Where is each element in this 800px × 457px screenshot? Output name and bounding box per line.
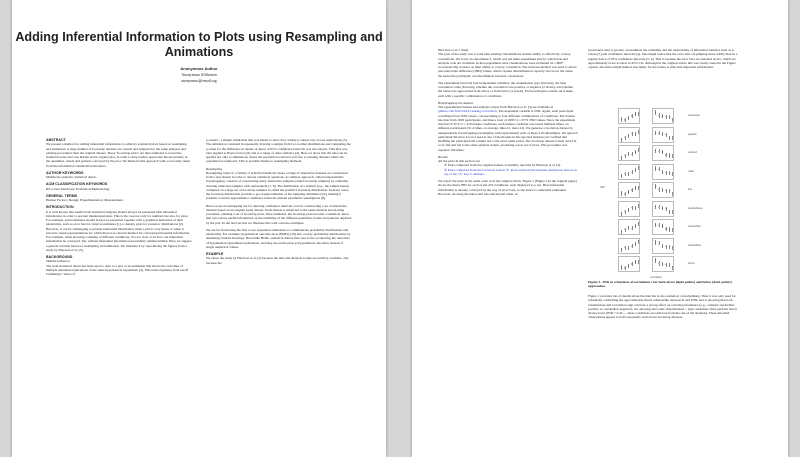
data-point — [669, 247, 670, 248]
figure-panel — [652, 219, 674, 235]
results-bullet-1: ① Plots computed from the original dataset, as initially reported by Harrison et al. [3]. — [444, 163, 562, 168]
author-email: anonymous@email.org — [181, 79, 217, 83]
abstract-heading: ABSTRACT — [46, 138, 66, 142]
general-terms-heading: GENERAL TERMS — [46, 193, 78, 198]
github-link[interactable]: github.com/TuftsVALT/ranking-correlation — [438, 109, 497, 114]
data-point — [631, 263, 632, 264]
results-intro: All the plots in this section are: — [438, 159, 481, 163]
data-point — [672, 120, 673, 121]
example-text: We chose the study by Harrison et al. [3] because the data and analysis scripts are publicly available, and because the — [206, 256, 349, 265]
data-point — [672, 156, 673, 157]
data-point — [638, 150, 639, 151]
data-point — [658, 151, 659, 152]
bootstrapping-text-b: . The dependent variable is JND. Again, each participant contributed four JND values, corresponding to four different combinations of conditions. The dataset has data from 1693 participants, and thus a total of 1693×4 = 6772 JND values. Since the experiment involves 9×6×2×2 = 216 unique conditions, each unique condition was tested multiple times, on different participants (31.4 times on average, min=21, max=41). We generate a bootstrap dataset by independently bootstrapping (resampling with replacement) each of these 216 subsamples. We ignored participant ID since it is not used in any of the models in the reported analysis (we verified that shuffling the participant ID column led to the exact same plots). The bootstrap dataset is then saved in a csv file and fed to the same analysis scripts, producing a new set of plots. This procedure was repeated 100 times. — [438, 109, 578, 152]
data-point — [631, 172, 632, 173]
data-point — [631, 154, 632, 155]
data-point — [631, 189, 632, 190]
results-heading: Results — [438, 154, 448, 159]
resampling-text-2: Here we use bootstrapping not for deriving confidence intervals, but for constructing a set of alternative datasets based on an original (real) dataset. Each dataset is subjected to the same analysis and plotting procedure, yielding a set of bootstrap plots. Once animated, the bootstrap plots become a statistical dance that can convey useful information on the reliability of the different quantities, trends and patterns depicted by the plot. In the next section we illustrate this with concrete examples. — [206, 203, 352, 225]
figure-row-label: stackedbar — [688, 225, 701, 228]
introduction-heading: INTRODUCTION — [46, 205, 74, 210]
study-goal-text: The goal of the study was to rank nine existing visualizations in their ability to effectively convey correlations. We focus on experiment 2, which was the main experiment and for which data and analysis code are available. In that experiment, nine visualizations were evaluated on 1,600+ crowdsourcing workers on their ability to convey correlation. The staircase method was used to derive just-noticeable difference (JND) values, which capture discrimination capacity: the lower the value, the better the participant can discriminate between correlations. — [438, 52, 577, 78]
statistical-dances-text: The term statistical dance has been used to refer to a plot or an animation that shows the outcomes of multiple simulated replications of the same hypothetical experiment [4]. This term originates from Geoff Cumming's "dance of — [46, 263, 189, 276]
data-point — [638, 168, 639, 169]
figure-row-label: parallel — [688, 132, 697, 136]
data-point — [662, 116, 663, 117]
data-point — [662, 134, 663, 135]
data-point — [631, 115, 632, 116]
paper-page-1 — [12, 0, 386, 457]
data-point — [669, 173, 670, 174]
figure-panel — [618, 201, 640, 217]
report-text: We report the plots in the same order as in the original article. Figure 1 (Figure 4 in the original paper) shows the mean JND for each of the 216 conditions, each displayed as a dot. Here inferential information is already conveyed by the way of error bars, so the dance is somewhat redundant. However, showing the dance still has educational value, as — [438, 179, 577, 196]
data-point — [631, 228, 632, 229]
resampling-text: Resampling refers to a family of statistical methods where a range of alternative datasets are constructed from a real dataset in order to answer statistical questions. A common approach, called nonparametric bootstrapping, consists of constructing many alternative samples (called bootstrap samples) by randomly drawing same-size samples with replacement [7, 8]. The distribution of a statistic (e.g., the sample mean) computed on a large set of bootstrap samples is called the statistic's bootstrap distribution. In many cases, the bootstrap distribution provides a good approximation of the sampling distribution [9], making it possible to derive approximate confidence intervals without parametric assumptions [8]. — [206, 170, 349, 201]
data-point — [658, 263, 659, 264]
jnd-correlation-figure — [600, 106, 732, 279]
figure-panel — [652, 164, 674, 180]
data-point — [665, 154, 666, 155]
resampling-text-3: We are far from being the first to use sequential animations to communicate probability distributions and uncertainty. For example, hypothetical outcome plots (HOPs) [10] also convey probability distributions by animating random drawings. But unlike HOPs, statistical dances like ours focus on showing the outcomes of hypothetical experiment replications, and they use entire plots as hypothetical outcomes instead of single numerical values. — [206, 227, 351, 249]
figure-panel — [652, 201, 674, 217]
data-point — [628, 117, 629, 118]
bootstrapping-heading: Bootstrapping the dataset — [438, 100, 474, 105]
data-point — [672, 212, 673, 213]
author-affiliation: Anonymous Affiliation — [181, 73, 217, 77]
data-point — [672, 138, 673, 139]
running-head: Harrison et al.'s Study — [438, 48, 469, 52]
data-point — [624, 267, 625, 268]
data-point — [658, 115, 659, 116]
data-point — [662, 190, 663, 191]
figure-panel — [618, 219, 640, 235]
data-point — [635, 208, 636, 209]
data-point — [658, 225, 659, 226]
data-point — [635, 226, 636, 227]
data-point — [628, 191, 629, 192]
figure-discussion-text: Figure 1 provides lots of details about the data but is also somehow overwhelming. Thus it was only used for informally confirming the approximately linear relationship between R and JND; and to showing that both visualization and correlation sign can have a strong effect on overall performance (e.g., compare stackedbar positive vs. stackedbar negative), nor showing that some visualizations × sign conditions often perform below chance level (JND > 0.45 — these conditions are removed from the rest of the analysis). These informal observations appear to hold reasonably well across bootstrap datasets. — [588, 294, 738, 320]
resampling-heading: Resampling — [206, 166, 223, 171]
paper-page-2 — [412, 0, 788, 457]
data-point — [638, 224, 639, 225]
figure-panel — [618, 164, 640, 180]
figure-panel — [618, 256, 640, 272]
figure-panel — [652, 127, 674, 143]
data-point — [628, 265, 629, 266]
experiment-text: The experiment involved four independent variables: the visualization type (9 levels), the base correlation value (6 levels), whether the correlation was positive or negative (2 levels), and whether the value was approached from above or from below (2 levels). Each participant carried out 4 tasks, each with a specific combination of conditions. — [438, 80, 574, 98]
data-point — [672, 174, 673, 175]
data-point — [672, 248, 673, 249]
figure-panel — [652, 256, 674, 272]
background-heading: BACKGROUND — [46, 255, 73, 259]
data-point — [669, 155, 670, 156]
acm-text: H5.2 User Interfaces: Evaluation/Methodology — [46, 186, 110, 191]
data-point — [631, 246, 632, 247]
paper-title: Adding Inferential Information to Plots using Resampling and Animations — [15, 30, 383, 59]
data-point — [635, 113, 636, 114]
data-point — [662, 208, 663, 209]
data-point — [624, 193, 625, 194]
page2-right-column-top — [588, 48, 740, 108]
page2-right-column-bottom — [588, 294, 740, 450]
abstract-text: We present a method for adding inferential information to arbitrary statistical plots based on resampling and animation. A large number of bootstrap datasets are created and subjected to the same analyses and plotting procedures than the original dataset. These "bootstrap plots" are then animated to reveal the statistical noise that was hidden in the original plot, in order to help readers appreciate the uncertainty in the quantities, trends and patterns conveyed by the plot. We illustrate this approach with a real study taken from the information visualization literature. — [46, 142, 191, 168]
bootstrapping-text-a: The experimental dataset and analysis scripts from Harrison et al. [3] are available at — [438, 105, 554, 109]
author-name: Anonymous Author — [180, 66, 218, 71]
figure-row-label: donut — [688, 262, 695, 265]
data-point — [638, 114, 639, 115]
reliability-text: researchers tend to grossly overestimate the reliability and the replicability of inferential statistics such as p-values [5] and confidence intervals [4]. One might notice that the error bars are jumping more wildly than in a regular dance of 95% confidence intervals [5, 4]. This is because the error bars are standard errors, which are approximately twice as short as 95% CIs. Although in the original article this was clearly stated in the Figure caption, the dance might make it less likely for the reader to miss this important information. — [588, 48, 738, 69]
page2-left-column — [438, 48, 578, 450]
data-point — [638, 262, 639, 263]
statistical-dances-heading: Statistical dances — [46, 259, 70, 264]
data-point — [658, 169, 659, 170]
figure-y-label: JND — [600, 186, 606, 189]
data-point — [635, 134, 636, 135]
data-point — [628, 248, 629, 249]
data-point — [669, 191, 670, 192]
data-point — [635, 187, 636, 188]
data-point — [669, 229, 670, 230]
data-point — [624, 119, 625, 120]
keywords-heading: AUTHOR KEYWORDS — [46, 170, 84, 175]
data-point — [628, 174, 629, 175]
figure-row-label: ordered — [688, 151, 697, 154]
data-point — [658, 243, 659, 244]
figure-x-label: correlation — [650, 275, 663, 279]
data-point — [635, 170, 636, 171]
figure-panel — [618, 108, 640, 124]
data-point — [665, 228, 666, 229]
bootstrapping-text — [438, 105, 578, 152]
example-heading: EXAMPLE — [206, 252, 224, 256]
data-point — [662, 225, 663, 226]
figure-panel — [618, 238, 640, 254]
data-point — [638, 206, 639, 207]
acm-heading: ACM CLASSIFICATION KEYWORDS — [46, 182, 108, 187]
data-point — [662, 264, 663, 265]
data-point — [638, 132, 639, 133]
data-point — [638, 242, 639, 243]
data-point — [662, 246, 663, 247]
data-point — [662, 172, 663, 173]
data-point — [635, 261, 636, 262]
figure-panel — [652, 238, 674, 254]
data-point — [672, 268, 673, 269]
figure-panel — [618, 145, 640, 161]
data-point — [658, 189, 659, 190]
figure-row-label: stackedline — [688, 243, 701, 247]
figure-caption: Figure 1. JND as a function of correlation r for both above (light points) and below (dark points) approaches. — [588, 280, 732, 289]
figure-panel — [618, 127, 640, 143]
data-point — [635, 152, 636, 153]
data-point — [662, 151, 663, 152]
p-values-text: p-values", a simple simulation that was meant to show how widely p-values vary across replications [5]. The simulation consisted in repeatedly drawing a sample from two normal distributions and computing the p-value for the difference in means. A dance of 95% confidence intervals was also shown. This idea was later applied to Bayes factors [6] and to a range of other statistics [4]. Here we show that the idea can be applied not only to simulations where the population is known, but also to existing datasets where the population is unknown. This is possible thanks to resampling methods. — [206, 138, 351, 164]
data-point — [658, 207, 659, 208]
figure-row-label: radar — [688, 169, 695, 173]
introduction-text: It is well known that results from statistical analyses should always be presented with inferential information in order to prevent misinterpretation. This is the case not only for numbers but also for plots. For example, point estimates should always be presented together with a graphical indication of their uncertainty, such as error bars for interval estimates [1] or density plots for posterior distributions [2]. However, it can be challenging to present inferential information when a plot is very dense or when it involves visual representations for which there is no known method for conveying inferential information. For example, when showing a ranking of different conditions, it is not clear at all how can inferential information be conveyed. Yet, without inferential information uncertainty remains hidden. Here we suggest a general solution based on resampling and animation. We illustrate it by reproducing the figures from a study by Harrison et al. [3]. — [46, 209, 192, 252]
data-point — [672, 194, 673, 195]
figure-panel — [618, 182, 640, 198]
page1-left-column — [46, 138, 192, 450]
figure-panel — [652, 182, 674, 198]
figure-row-label: line — [688, 188, 693, 191]
data-point — [669, 265, 670, 266]
figure-panel — [652, 145, 674, 161]
results-bullet-2[interactable]: ② Plots computed from the bootstrap dataset ①. Press and hold the Animate multiverse button on top or the "A" key to animate. — [444, 167, 577, 176]
general-terms-text: Human Factors; Design; Experimentation; Measurement. — [46, 198, 124, 202]
data-point — [635, 244, 636, 245]
data-point — [672, 230, 673, 231]
figure-panel — [652, 108, 674, 124]
figure-row-label: stackedarea — [688, 206, 703, 210]
data-point — [658, 133, 659, 134]
figure-row-label: scatterplot — [688, 114, 700, 117]
data-point — [669, 117, 670, 118]
keywords-text: Multiverse analysis; statistical dance. — [46, 175, 97, 179]
data-point — [638, 188, 639, 189]
page1-right-column — [206, 138, 352, 450]
